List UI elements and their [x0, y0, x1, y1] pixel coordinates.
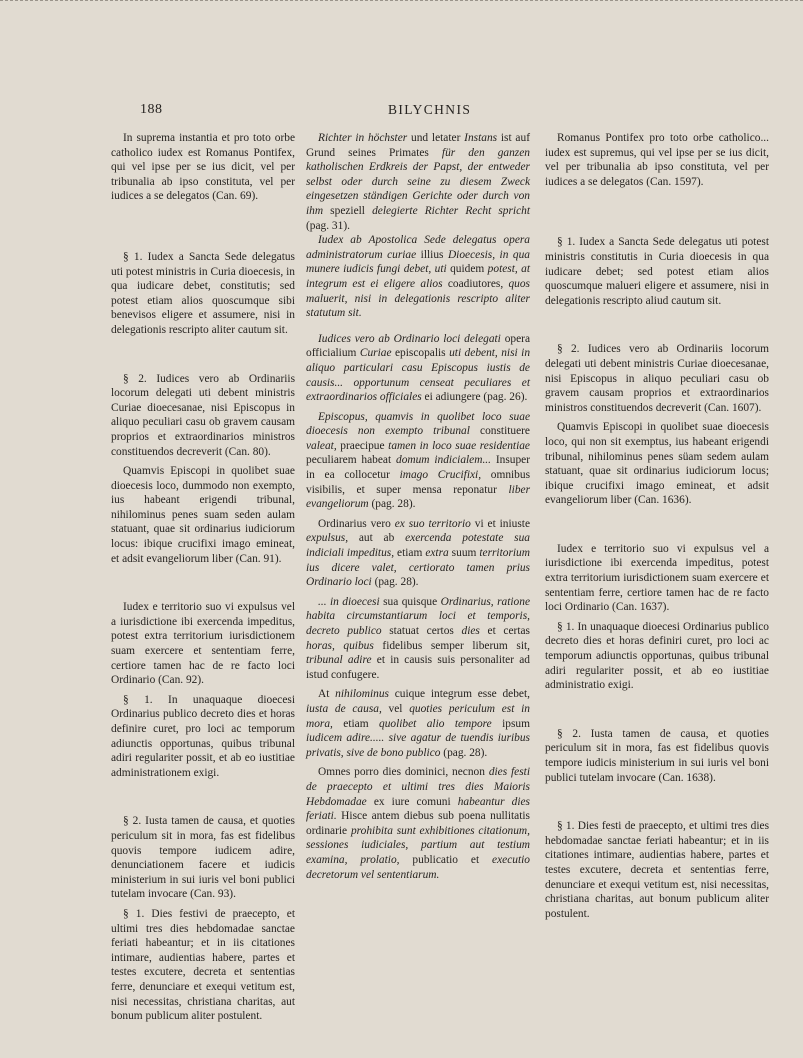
text-run: et in causis suis personaliter ad istud confugere. [306, 654, 530, 681]
text-run: vi et iniuste [470, 517, 530, 530]
col1-paragraph: § 2. Iudices vero ab Ordinariis locorum delegati uti debent ministris Curiae dioecesanae, nisi Episcopus in aliquo peculiari casu ob gravem causam proprios et extraordinarios ministros constituendos decreverit (Can. 80). [111, 372, 295, 458]
text-run: vel [381, 702, 410, 715]
text-run: ei adiungere (pag. 26). [421, 391, 528, 404]
italic-run: habeantur dies feriati. [306, 795, 530, 823]
text-run: ist auf Grund seines Primates [306, 132, 530, 159]
text-run: Insuper in ea collocetur [306, 454, 530, 482]
italic-run: ex suo territorio [394, 517, 471, 530]
column-old-text [111, 131, 295, 1024]
col2-paragraph [306, 687, 530, 760]
italic-run: Episcopus, quamvis in quolibet loco suae dioecesis non exempto tribunal [306, 410, 530, 438]
italic-run: Iudex ab Apostolica Sede delegatus opera administratorum curiae [306, 234, 530, 261]
col2-paragraph [306, 410, 530, 512]
text-run: At [318, 688, 336, 701]
text-run: sua quisque [379, 595, 441, 608]
italic-run: Dioecesis, in qua munere iudicis fungi debet, uti [306, 248, 530, 276]
italic-run: prohibita sunt exhibitiones citationum, sessiones iudiciales, partium aut testium examina, prolatio, [306, 824, 530, 866]
col3-paragraph: Quamvis Episcopi in quolibet suae dioecesis loco, qui non sit exemptus, ius habeant erigendi tribunal, nihilominus penes süam sedem aulam statuant, quae sit ordinarius iudiciorum locus; ibique crucifixi imago emineat, et adsit evangeliorum liber (Can. 1636). [545, 421, 769, 507]
italic-run: Curiae [359, 347, 392, 360]
text-run: suum [448, 547, 480, 560]
text-run: episcopalis [391, 347, 450, 360]
text-run: ex iure comuni [366, 795, 458, 808]
italic-run: quolibet alio tempore [379, 717, 492, 730]
col2-paragraph [306, 332, 530, 405]
text-run: constituere [469, 425, 530, 438]
text-run: illius [416, 248, 448, 261]
running-title: BILYCHNIS [388, 102, 472, 117]
italic-run: exercenda potestate sua indiciali impeditus, [306, 532, 530, 560]
text-run: speziell [323, 204, 373, 217]
italic-run: iudicem adire..... sive agatur de tuendis iuribus privatis, sive de bono publico [306, 732, 530, 759]
col2-paragraph [306, 131, 530, 233]
page-top-edge [0, 0, 803, 4]
italic-run: domum indicialem... [396, 454, 491, 467]
col2-paragraph [306, 765, 530, 882]
text-run: et certas [479, 625, 530, 637]
page-number: 188 [140, 102, 163, 117]
col1-paragraph: § 2. Iusta tamen de causa, et quoties periculum sit in mora, fas est fidelibus quovis tempore iudicem adire, denunciationem facere et iudicis ministerium in sui iuris vel boni publici tutelam invocare (Can. 93). [111, 815, 295, 901]
text-run: coadiutores, [442, 277, 509, 290]
text-run: und letater [407, 132, 465, 144]
text-run: Ordinarius vero [318, 517, 395, 530]
text-run: aut ab [348, 532, 406, 545]
italic-run: uti debent, nisi in aliquo particulari casu Episcopus iustis de causis... opportunum censeat peculiares et extraordinarios officiales [306, 347, 531, 404]
italic-run: für den ganzen katholischen Erdkreis der Papst, der entweder selbst oder durch seine zu diesem Zweck eingesetzen ständigen Gerichte oder durch von ihm [306, 146, 530, 217]
text-run: statuat certos [381, 625, 462, 637]
text-run: (pag. 28). [371, 576, 419, 589]
italic-run: delegierte Richter Recht spricht [372, 204, 530, 217]
italic-run: dies festi de praecepto et ultimi tres dies Maioris Hebdomadae [306, 766, 530, 808]
col2-paragraph [306, 517, 530, 590]
text-run: cuique integrum esse debet, [388, 688, 530, 701]
italic-run: Iudices vero ab Ordinario loci delegati [318, 332, 501, 345]
italic-run: quos maluerit, nisi in delegationis rescripto aliter statutum sit. [306, 277, 530, 320]
italic-run: Instans [464, 132, 498, 144]
italic-run: valeat, [306, 439, 337, 452]
italic-run: nihilominus [335, 688, 389, 701]
italic-run: executio decretorum vel sententiarum. [306, 853, 530, 881]
text-run: (pag. 28). [440, 746, 488, 759]
text-run: etiam [332, 717, 379, 730]
text-run: etiam [394, 547, 426, 560]
italic-run: imago Crucifixi, [399, 469, 482, 482]
text-run: fidelibus semper liberum sit, [373, 639, 531, 652]
text-run: praecipue [336, 439, 389, 452]
col3-paragraph: § 1. In unaquaque dioecesi Ordinarius publico decreto dies et horas definiri curet, pro loci ac temporum adiunctis opportunas, quibus tribunal adiri regulariter possit, et ab eo iustitiae administratio exigi. [545, 620, 769, 692]
col3-paragraph: § 2. Iusta tamen de causa, et quoties periculum sit in mora, fas est fidelibus quovis tempore iudicis ministerium in sui iuris vel boni publici tutelam invocare (Can. 1638). [545, 727, 769, 784]
text-run: ipsum [491, 717, 530, 730]
text-run: Hisce antem diebus sub poena nullitatis ordinarie [306, 810, 530, 837]
italic-run: Ordinarius, ratione habita circumstantiarum loci et temporis, decreto publico [306, 595, 531, 637]
column-new-code [545, 131, 769, 921]
text-run: (pag. 31). [306, 219, 350, 232]
italic-run: Richter in höchster [318, 132, 408, 144]
italic-run: territorium ius dicere valet, certiorato tamen prius Ordinario loci [306, 547, 530, 589]
column-commentary [306, 131, 530, 882]
col1-paragraph: Iudex e territorio suo vi expulsus vel a iurisdictione ibi exercenda impeditus, potest extra territorium iurisdictionem suam exercere et sententiam ferre, certiore tamen hac de re facto loci Ordinario (Can. 92). [111, 601, 295, 687]
col1-paragraph: In suprema instantia et pro toto orbe catholico iudex est Romanus Pontifex, qui vel ipse per se ius dicit, vel per tribunalia ab ipso constituta, vel per iudices a se delegatos (Can. 69). [111, 132, 295, 203]
italic-run: ... in dioecesi [318, 595, 380, 608]
text-run: omnibus visibilis, et super mensa reponatur [306, 469, 530, 496]
italic-run: extra [425, 547, 449, 560]
col3-paragraph: § 2. Iudices vero ab Ordinariis locorum delegati uti debent ministris Curiae dioecesanae, nisi Episcopus in aliquo peculiari casu ob gravem causam proprios et extraordinarios ministros constituendos decreverit (Can. 1607). [545, 343, 769, 414]
page-header [130, 102, 770, 126]
text-run: publicatio et [399, 853, 493, 866]
text-run: opera officialium [306, 332, 530, 360]
italic-run: expulsus, [306, 532, 349, 545]
col2-paragraph [306, 595, 530, 683]
col2-paragraph [306, 233, 530, 321]
italic-run: potest, at integrum est ei eligere alios [306, 263, 530, 290]
col3-paragraph: § 1. Dies festi de praecepto, et ultimi tres dies hebdomadae sanctae feriati habeantur; et in iis citationes intimare, audientias habere, partes et testes excutere, decreta et sententias ferre, denunciare et exequi vetitum est, nisi necessitas, christiana charitas, aut bonum publicum aliter postulent. [545, 820, 769, 920]
italic-run: quoties periculum est in mora, [306, 702, 530, 730]
col1-paragraph: § 1. In unaquaque dioecesi Ordinarius publico decreto dies et horas definire curet, pro loci ac temporum adiunctis opportunas, quibus tribunal adiri regulariter possit, et ab eo iustitiae administrationem exigi. [111, 693, 295, 779]
col3-paragraph: § 1. Iudex a Sancta Sede delegatus uti potest ministris constitutis in Curia dioecesis in qua iudicare debet; sed potest etiam alios quoscumque malueri eligere et assumere, nisi in delegationis rescripto aliud cautum sit. [545, 236, 769, 307]
text-run: Omnes porro dies dominici, necnon [318, 766, 489, 779]
col3-paragraph: Romanus Pontifex pro toto orbe catholico... iudex est supremus, qui vel ipse per se ius dicit, vel per tribunalia ab ipso constituta, vel per iudices a se delegatos (Can. 1597). [545, 132, 769, 188]
italic-run: iusta de causa, [306, 702, 382, 715]
col1-paragraph: § 1. Iudex a Sancta Sede delegatus uti potest ministris in Curia dioecesis, in qua iudicare debet, constitutis; sed potest etiam alios quoscumque sibi benevisos eligere et assumere, nisi in delegationis rescripto aliter cautum sit. [111, 250, 295, 336]
text-run: quidem [446, 263, 488, 276]
col3-paragraph: Iudex e territorio suo vi expulsus vel a iurisdictione ibi exercenda impeditus, potest extra territorium iurisdictionem suam exercere et sententiam ferre, certiore tamen hac de re facto loci Ordinario (Can. 1637). [545, 542, 769, 614]
col1-paragraph: Quamvis Episcopi in quolibet suae dioecesis loco, dummodo non exempto, ius habeant erigendi tribunal, nihilominus penes suam seden aulam statuant, quae sit ordinarius iudiciorum locus: ibique crucifixi imago emineat, et adsit evangeliorum liber (Can. 91). [111, 465, 295, 565]
italic-run: tamen in loco suae residentiae [388, 439, 530, 452]
italic-run: horas, quibus [306, 639, 374, 652]
italic-run: tribunal adire [306, 654, 372, 667]
text-run: peculiarem habeat [306, 454, 396, 467]
italic-run: liber evangeliorum [306, 483, 530, 511]
col1-paragraph: § 1. Dies festivi de praecepto, et ultimi tres dies hebdomadae sanctae feriati habeantur; et in iis citationes intimare, audientias habere, partes et testes excutere, decreta et sententias ferre, denunciare et exequi vetitum est, nisi necessitas, christiana charitas, aut bonum publicum aliter postulent. [111, 907, 295, 1023]
text-run: (pag. 28). [368, 498, 416, 511]
italic-run: dies [461, 625, 480, 637]
